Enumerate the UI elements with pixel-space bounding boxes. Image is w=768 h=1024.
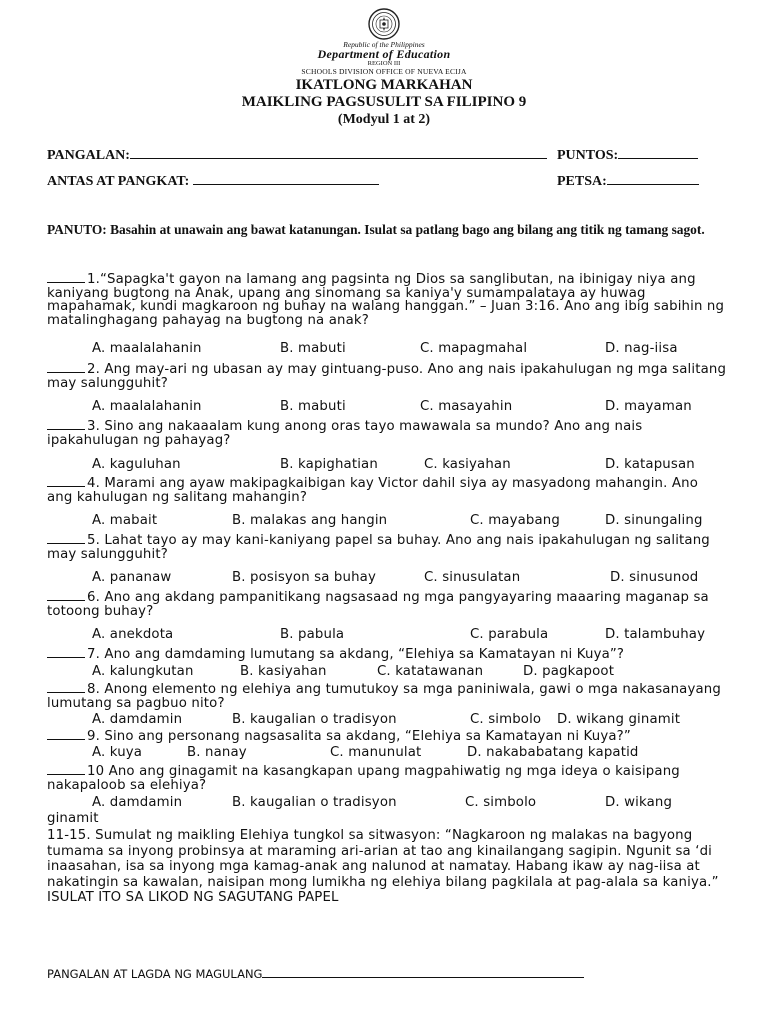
question-10 bbox=[47, 764, 727, 792]
question-7-text: 7. Ano ang damdaming lumutang sa akdang, “Elehiya sa Kamatayan ni Kuya”? bbox=[87, 647, 625, 662]
puntos-line[interactable] bbox=[618, 146, 698, 159]
antas-line[interactable] bbox=[193, 172, 379, 185]
question-4-text: 4. Marami ang ayaw makipagkaibigan kay Victor dahil siya ay masyadong mahangin. Ano ang kahulugan ng salitang mahangin? bbox=[47, 476, 698, 505]
answer-blank-5[interactable] bbox=[47, 533, 85, 544]
question-1-text: 1.“Sapagka't gayon na lamang ang pagsinta ng Dios sa sanglibutan, na ibinigay niya ang kaniyang bugtong na Anak, upang ang sinomang sa kaniya'y sumampalataya ay huwag mapahamak, kundi magkaroon ng buhay na walang hanggan.” – Juan 3:16. Ano ang ibig sabihin ng matalinghagang pahayag na bugtong na anak? bbox=[47, 272, 725, 328]
answer-blank-1[interactable] bbox=[47, 272, 85, 283]
choice-3a: A. kaguluhan bbox=[92, 457, 181, 472]
choice-5b: B. posisyon sa buhay bbox=[232, 570, 376, 585]
pangalan-line[interactable] bbox=[130, 146, 547, 159]
question-3 bbox=[47, 419, 727, 447]
choice-9d: D. nakababatang kapatid bbox=[467, 745, 639, 760]
choice-10b: B. kaugalian o tradisyon bbox=[232, 795, 397, 810]
quarter-title: IKATLONG MARKAHAN bbox=[295, 77, 473, 93]
choice-6b: B. pabula bbox=[280, 627, 345, 642]
republic-line: Republic of the Philippines bbox=[343, 40, 425, 49]
choice-3b: B. kapighatian bbox=[280, 457, 378, 472]
choice-6d: D. talambuhay bbox=[605, 627, 706, 642]
question-2 bbox=[47, 362, 727, 390]
choice-8c: C. simbolo bbox=[470, 712, 542, 727]
answer-blank-6[interactable] bbox=[47, 590, 85, 601]
region-line: REGION III bbox=[367, 60, 401, 67]
deped-seal-logo bbox=[368, 8, 400, 40]
answer-blank-7[interactable] bbox=[47, 647, 85, 658]
question-3-text: 3. Sino ang nakaaalam kung anong oras tayo mawawala sa mundo? Ano ang nais ipakahulugan ng pahayag? bbox=[47, 419, 643, 448]
antas-label: ANTAS AT PANGKAT: bbox=[47, 174, 190, 189]
question-8 bbox=[47, 682, 727, 710]
question-7 bbox=[47, 647, 727, 662]
division-line: SCHOOLS DIVISION OFFICE OF NUEVA ECIJA bbox=[301, 67, 467, 76]
choice-1a: A. maalalahanin bbox=[92, 341, 202, 356]
puntos-field[interactable] bbox=[557, 146, 698, 164]
choice-6c: C. parabula bbox=[470, 627, 549, 642]
choice-5c: C. sinusulatan bbox=[424, 570, 521, 585]
choice-4a: A. mabait bbox=[92, 513, 158, 528]
choice-9a: A. kuya bbox=[92, 745, 143, 760]
question-6-text: 6. Ano ang akdang pampanitikang nagsasaad ng mga pangyayaring maaaring maganap sa totoong buhay? bbox=[47, 590, 709, 619]
answer-blank-2[interactable] bbox=[47, 362, 85, 373]
answer-blank-10[interactable] bbox=[47, 764, 85, 775]
choice-2a: A. maalalahanin bbox=[92, 399, 202, 414]
parent-signature-line[interactable] bbox=[262, 968, 584, 978]
choice-5a: A. pananaw bbox=[92, 570, 172, 585]
choice-1c: C. mapagmahal bbox=[420, 341, 528, 356]
choice-2c: C. masayahin bbox=[420, 399, 513, 414]
answer-blank-9[interactable] bbox=[47, 729, 85, 740]
choice-3d: D. katapusan bbox=[605, 457, 695, 472]
puntos-label: PUNTOS: bbox=[557, 148, 619, 163]
choice-7a: A. kalungkutan bbox=[92, 664, 194, 679]
parent-signature-label: PANGALAN AT LAGDA NG MAGULANG bbox=[47, 967, 263, 981]
choice-2b: B. mabuti bbox=[280, 399, 346, 414]
choice-10a: A. damdamin bbox=[92, 795, 183, 810]
question-9-text: 9. Sino ang personang nagsasalita sa akdang, “Elehiya sa Kamatayan ni Kuya?” bbox=[87, 729, 631, 744]
question-9 bbox=[47, 729, 727, 744]
petsa-line[interactable] bbox=[607, 172, 699, 185]
question-5 bbox=[47, 533, 727, 561]
question-6 bbox=[47, 590, 727, 618]
choice-1d: D. nag-iisa bbox=[605, 341, 678, 356]
pangalan-label: PANGALAN: bbox=[47, 148, 130, 163]
department-line: Department of Education bbox=[317, 47, 451, 61]
choice-4c: C. mayabang bbox=[470, 513, 560, 528]
choice-9c: C. manunulat bbox=[330, 745, 422, 760]
choice-1b: B. mabuti bbox=[280, 341, 346, 356]
choice-7d: D. pagkapoot bbox=[523, 664, 615, 679]
antas-field[interactable] bbox=[47, 172, 379, 190]
module-title: (Modyul 1 at 2) bbox=[337, 112, 431, 127]
question-1 bbox=[47, 272, 727, 327]
choice-7c: C. katatawanan bbox=[377, 664, 484, 679]
parent-signature-field[interactable] bbox=[47, 967, 584, 981]
choice-10c: C. simbolo bbox=[465, 795, 537, 810]
choice-2d: D. mayaman bbox=[605, 399, 692, 414]
answer-blank-8[interactable] bbox=[47, 682, 85, 693]
choice-3c: C. kasiyahan bbox=[424, 457, 511, 472]
question-2-text: 2. Ang may-ari ng ubasan ay may gintuang-puso. Ano ang nais ipakahulugan ng mga salitang may salungguhit? bbox=[47, 362, 727, 391]
choice-4d: D. sinungaling bbox=[605, 513, 703, 528]
choice-5d: D. sinusunod bbox=[610, 570, 699, 585]
choice-8d: D. wikang ginamit bbox=[557, 712, 681, 727]
choice-8a: A. damdamin bbox=[92, 712, 183, 727]
choice-8b: B. kaugalian o tradisyon bbox=[232, 712, 397, 727]
question-5-text: 5. Lahat tayo ay may kani-kaniyang papel sa buhay. Ano ang nais ipakahulugan ng salitang may salungguhit? bbox=[47, 533, 710, 562]
petsa-label: PETSA: bbox=[557, 174, 607, 189]
choice-7b: B. kasiyahan bbox=[240, 664, 327, 679]
answer-blank-4[interactable] bbox=[47, 476, 85, 487]
choice-6a: A. anekdota bbox=[92, 627, 174, 642]
question-8-text: 8. Anong elemento ng elehiya ang tumutukoy sa mga paniniwala, gawi o mga nakasanayang lumutang sa pagbuo nito? bbox=[47, 682, 721, 711]
choice-4b: B. malakas ang hangin bbox=[232, 513, 388, 528]
answer-blank-3[interactable] bbox=[47, 419, 85, 430]
question-4 bbox=[47, 476, 727, 504]
question-10-text: 10 Ano ang ginagamit na kasangkapan upang magpahiwatig ng mga ideya o kaisipang nakapaloob sa elehiya? bbox=[47, 764, 680, 793]
choice-10d-wrap: ginamit bbox=[47, 811, 99, 826]
quiz-title: MAIKLING PAGSUSULIT SA FILIPINO 9 bbox=[241, 94, 527, 110]
instructions: PANUTO: Basahin at unawain ang bawat katanungan. Isulat sa patlang bago ang bilang ang titik ng tamang sagot. bbox=[47, 222, 705, 237]
choice-9b: B. nanay bbox=[187, 745, 247, 760]
petsa-field[interactable] bbox=[557, 172, 699, 190]
pangalan-field[interactable] bbox=[47, 146, 547, 164]
choice-10d: D. wikang bbox=[605, 795, 673, 810]
essay-prompt: 11-15. Sumulat ng maikling Elehiya tungkol sa sitwasyon: “Nagkaroon ng malakas na bagyong tumama sa inyong probinsya at maraming ari-arian at tao ang kinailangang sagipin. Ngunit sa ‘di inaasahan, isa sa inyong mga kamag-anak ang nalunod at namatay. Habang ikaw ay nag-iisa at nakatingin sa kawalan, naisipan mong lumikha ng elehiya bilang pagkilala at pag-alala sa kaniya.” ISULAT ITO SA LIKOD NG SAGUTANG PAPEL bbox=[47, 828, 719, 905]
